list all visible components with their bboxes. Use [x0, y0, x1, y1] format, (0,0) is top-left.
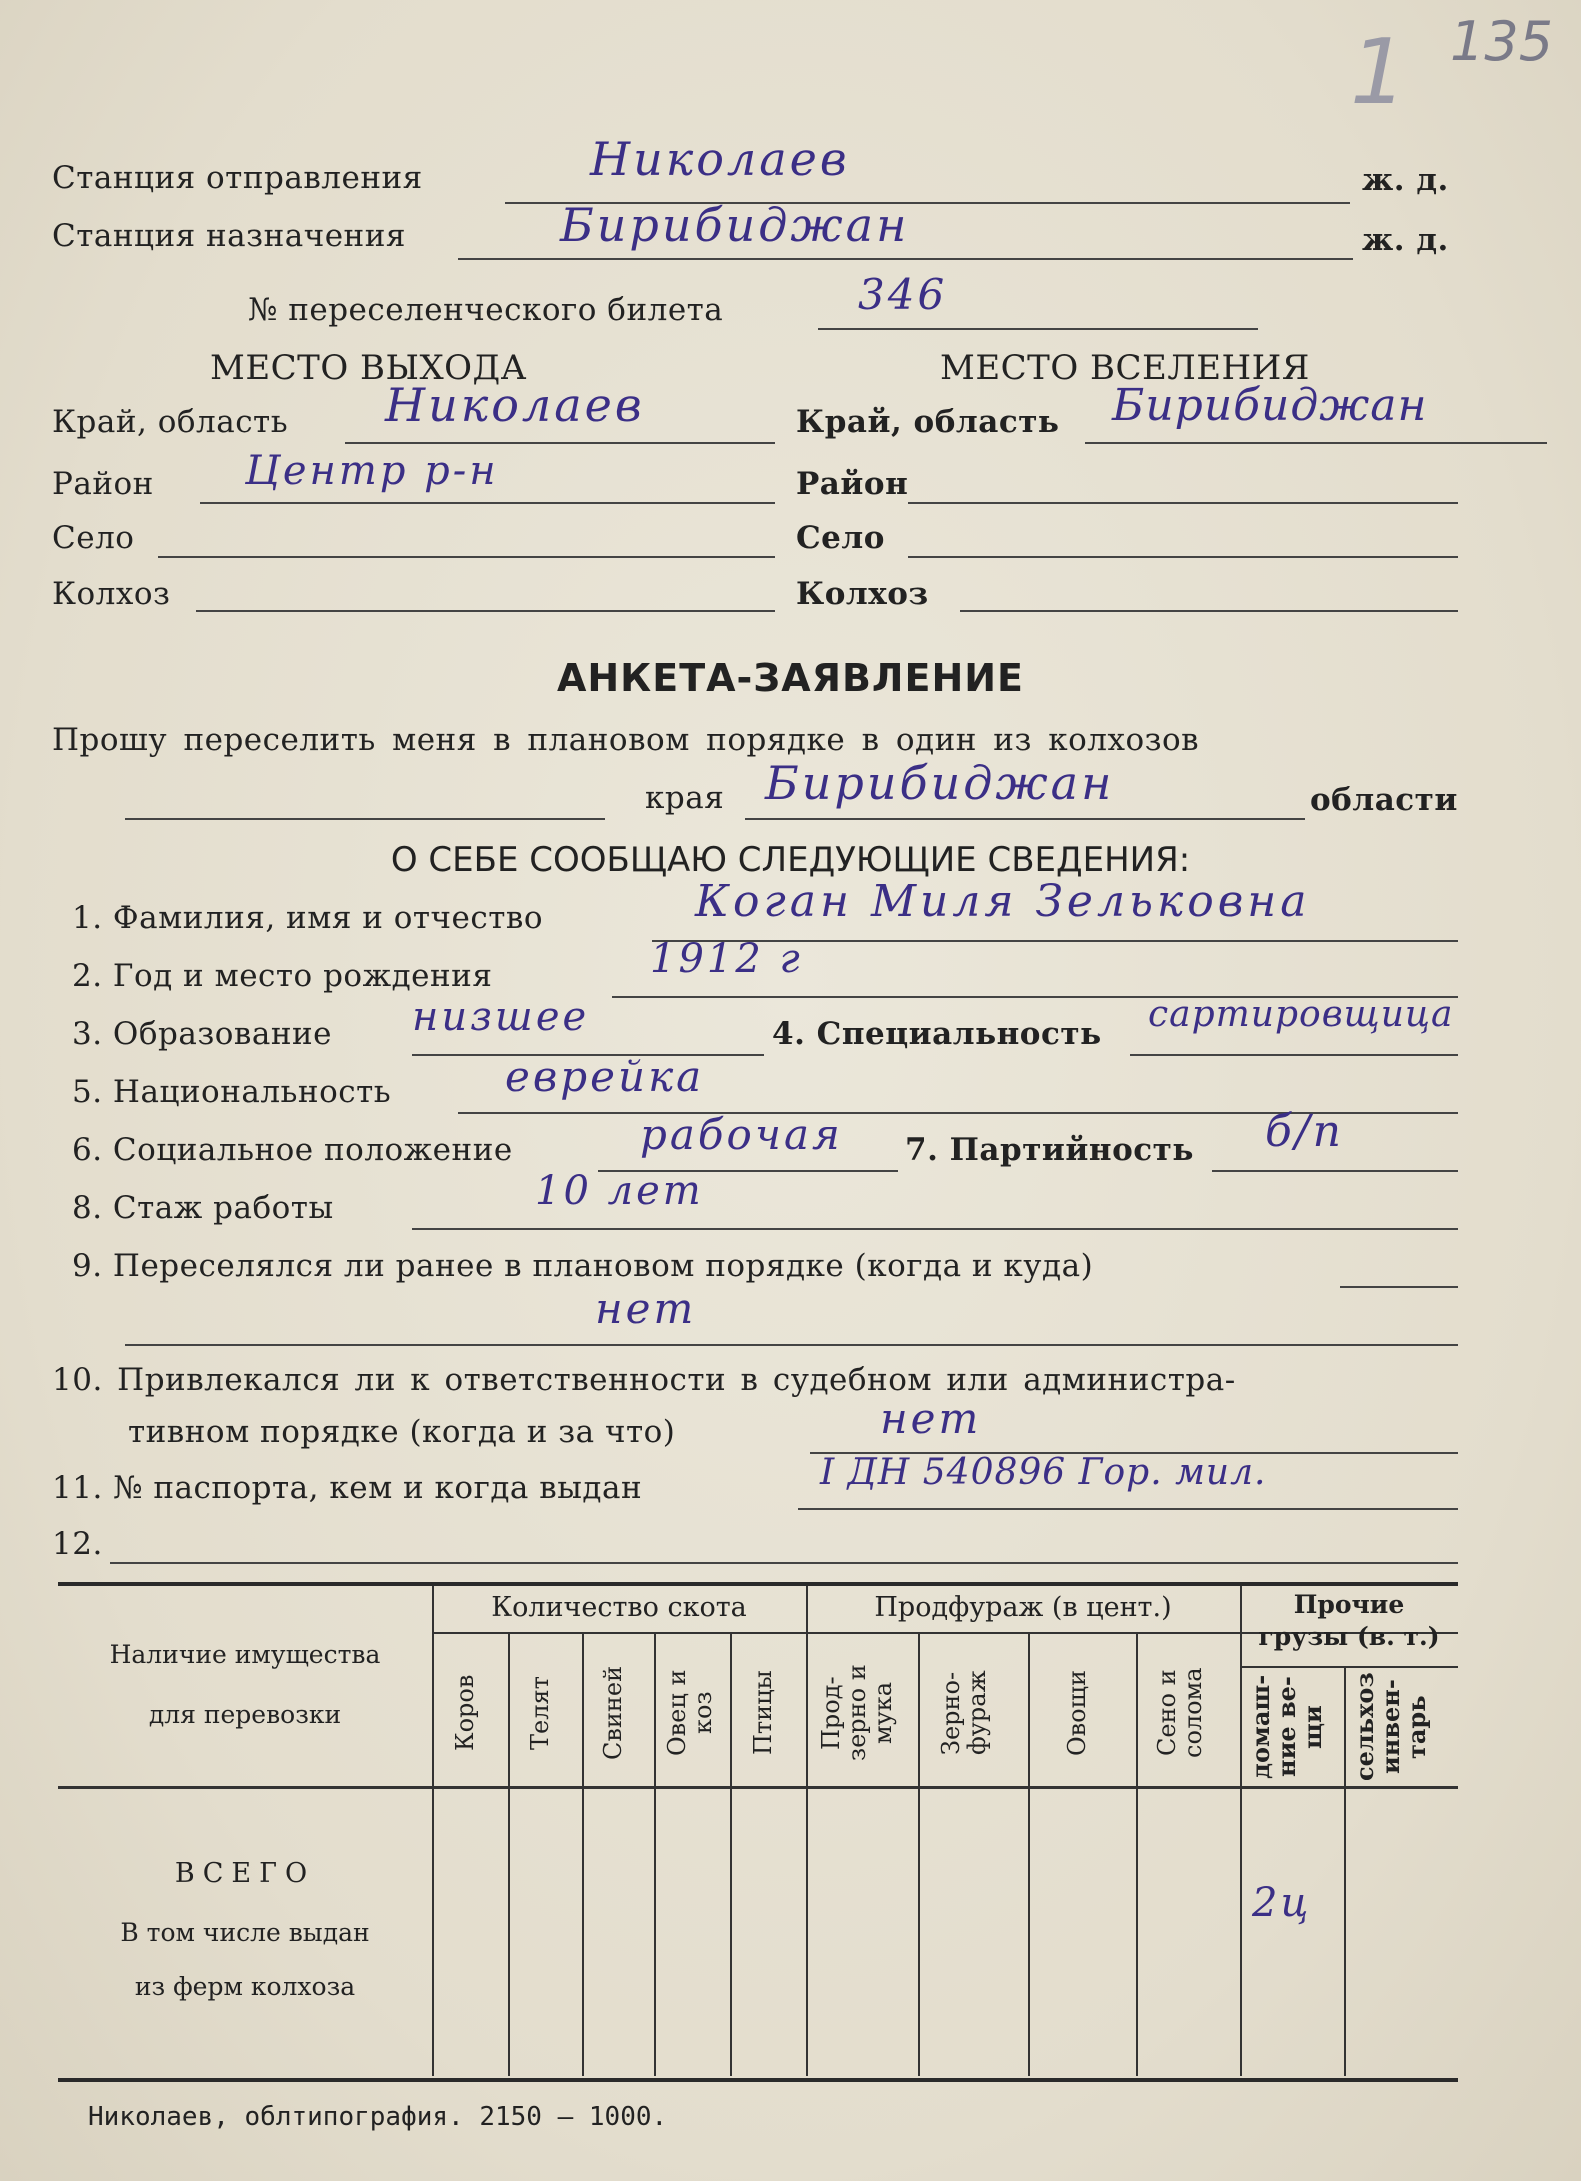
destination-rail-suffix: ж. д. [1362, 222, 1449, 258]
fodder-group-header: Продфураж (в цент.) [874, 1592, 1172, 1623]
form-title: АНКЕТА-ЗАЯВЛЕНИЕ [556, 656, 1025, 700]
field-4-value: сартировщица [1148, 994, 1454, 1035]
request-oblast-label: области [1310, 782, 1458, 818]
col-food-grain: Прод-зерно и мука [817, 1664, 897, 1762]
col-sep [582, 1632, 584, 2076]
field-9-line-b [125, 1344, 1458, 1346]
departure-rail-suffix: ж. д. [1362, 162, 1449, 198]
origin-heading: МЕСТО ВЫХОДА [210, 348, 527, 388]
col-sep [806, 1586, 808, 2076]
origin-kolkhoz-label: Колхоз [52, 576, 171, 612]
field-5-value: еврейка [505, 1052, 705, 1101]
request-kray-value: Бирибиджан [765, 756, 1115, 810]
field-1-label: 1. Фамилия, имя и отчество [72, 900, 544, 936]
col-hay-straw: Сено и солома [1153, 1667, 1207, 1759]
field-9-label: 9. Переселялся ли ранее в плановом порядке (когда и куда) [72, 1248, 1094, 1284]
ticket-label: № переселенческого билета [248, 292, 724, 328]
origin-region-line [345, 442, 775, 444]
dest-region-line [1085, 442, 1547, 444]
destination-value: Бирибиджан [560, 198, 910, 252]
row-issued-label-2: из ферм колхоза [134, 1972, 356, 2001]
field-9-value: нет [595, 1284, 697, 1333]
household-goods-value: 2ц [1252, 1880, 1312, 1926]
other-group-underline [1240, 1666, 1458, 1668]
field-11-value: I ДН 540896 Гор. мил. [820, 1452, 1267, 1493]
origin-district-value: Центр р-н [245, 448, 499, 494]
field-8-line [412, 1228, 1458, 1230]
printer-footer: Николаев, облтипография. 2150 — 1000. [88, 2102, 668, 2132]
dest-kolkhoz-line [960, 610, 1458, 612]
field-7-value: б/п [1265, 1106, 1345, 1157]
property-header-2: для перевозки [148, 1700, 342, 1729]
field-4-line [1130, 1054, 1458, 1056]
col-grain-fodder: Зерно-фураж [937, 1670, 991, 1756]
destination-label: Станция назначения [52, 218, 406, 254]
table-header-border [58, 1786, 1458, 1789]
col-sep [730, 1632, 732, 2076]
field-3-value: низшее [412, 994, 590, 1040]
col-sep [1344, 1666, 1346, 2076]
field-12-line [110, 1562, 1458, 1564]
archive-mark: 1 [1350, 20, 1408, 125]
archive-number: 135 [1450, 10, 1554, 73]
dest-village-line [908, 556, 1458, 558]
field-8-value: 10 лет [535, 1168, 704, 1214]
origin-district-line [200, 502, 775, 504]
field-11-label: 11. № паспорта, кем и когда выдан [52, 1470, 643, 1506]
other-group-header-2: грузы (в. т.) [1258, 1622, 1440, 1651]
ticket-line [818, 328, 1258, 330]
request-kray-label: края [645, 780, 725, 816]
col-sep [432, 1586, 434, 2076]
ticket-value: 346 [858, 270, 948, 319]
field-3-label: 3. Образование [72, 1016, 333, 1052]
origin-region-value: Николаев [385, 378, 645, 432]
field-5-label: 5. Национальность [72, 1074, 392, 1110]
livestock-group-header: Количество скота [491, 1592, 747, 1623]
departure-value: Николаев [590, 132, 850, 186]
table-bottom-border [58, 2078, 1458, 2082]
section-title: О СЕБЕ СООБЩАЮ СЛЕДУЮЩИЕ СВЕДЕНИЯ: [390, 840, 1191, 880]
departure-label: Станция отправления [52, 160, 423, 196]
other-group-header-1: Прочие [1293, 1590, 1405, 1619]
field-8-label: 8. Стаж работы [72, 1190, 334, 1226]
origin-village-label: Село [52, 520, 135, 556]
field-11-line [798, 1508, 1458, 1510]
request-kray-line [745, 818, 1305, 820]
col-sep [508, 1632, 510, 2076]
dest-region-label: Край, область [796, 404, 1060, 440]
row-total-label: ВСЕГО [174, 1858, 316, 1889]
origin-region-label: Край, область [52, 404, 289, 440]
col-vegetables: Овощи [1063, 1670, 1091, 1756]
row-issued-label-1: В том числе выдан [120, 1918, 370, 1947]
field-10-label-2: тивном порядке (когда и за что) [128, 1414, 676, 1450]
col-sheep-goats: Овец и коз [663, 1669, 717, 1757]
col-calves: Телят [526, 1676, 554, 1750]
col-household-goods: домаш-ние ве-щи [1246, 1674, 1327, 1780]
field-4-label: 4. Специальность [772, 1016, 1102, 1052]
field-1-value: Коган Миля Зельковна [695, 876, 1311, 927]
field-7-line [1212, 1170, 1458, 1172]
field-10-label-1: 10. Привлекался ли к ответственности в судебном или администра- [52, 1362, 1236, 1398]
origin-village-line [158, 556, 775, 558]
field-6-value: рабочая [640, 1110, 843, 1159]
field-10-value: нет [880, 1394, 982, 1443]
origin-district-label: Район [52, 466, 154, 502]
field-6-label: 6. Социальное положение [72, 1132, 513, 1168]
dest-village-label: Село [796, 520, 885, 556]
col-poultry: Птицы [749, 1670, 777, 1756]
request-line-1: Прошу переселить меня в плановом порядке в один из колхозов [52, 722, 1200, 758]
field-2-label: 2. Год и место рождения [72, 958, 493, 994]
field-2-value: 1912 г [650, 936, 803, 982]
field-9-line-a [1340, 1286, 1458, 1288]
origin-kolkhoz-line [196, 610, 775, 612]
dest-region-value: Бирибиджан [1112, 380, 1428, 431]
col-sep [1028, 1632, 1030, 2076]
dest-kolkhoz-label: Колхоз [796, 576, 929, 612]
col-sep [1240, 1586, 1242, 2076]
table-top-border [58, 1582, 1458, 1586]
col-sep [918, 1632, 920, 2076]
field-7-label: 7. Партийность [905, 1132, 1194, 1168]
destination-heading: МЕСТО ВСЕЛЕНИЯ [940, 348, 1310, 388]
dest-district-line [908, 502, 1458, 504]
col-farm-inventory: сельхоз инвен-тарь [1350, 1672, 1431, 1782]
col-sep [654, 1632, 656, 2076]
col-cows: Коров [451, 1674, 479, 1752]
col-pigs: Свиней [599, 1665, 627, 1761]
request-blank-line [125, 818, 605, 820]
field-12-label: 12. [52, 1526, 103, 1562]
dest-district-label: Район [796, 466, 909, 502]
col-sep [1136, 1632, 1138, 2076]
property-header-1: Наличие имущества [109, 1640, 381, 1669]
destination-line [458, 258, 1353, 260]
